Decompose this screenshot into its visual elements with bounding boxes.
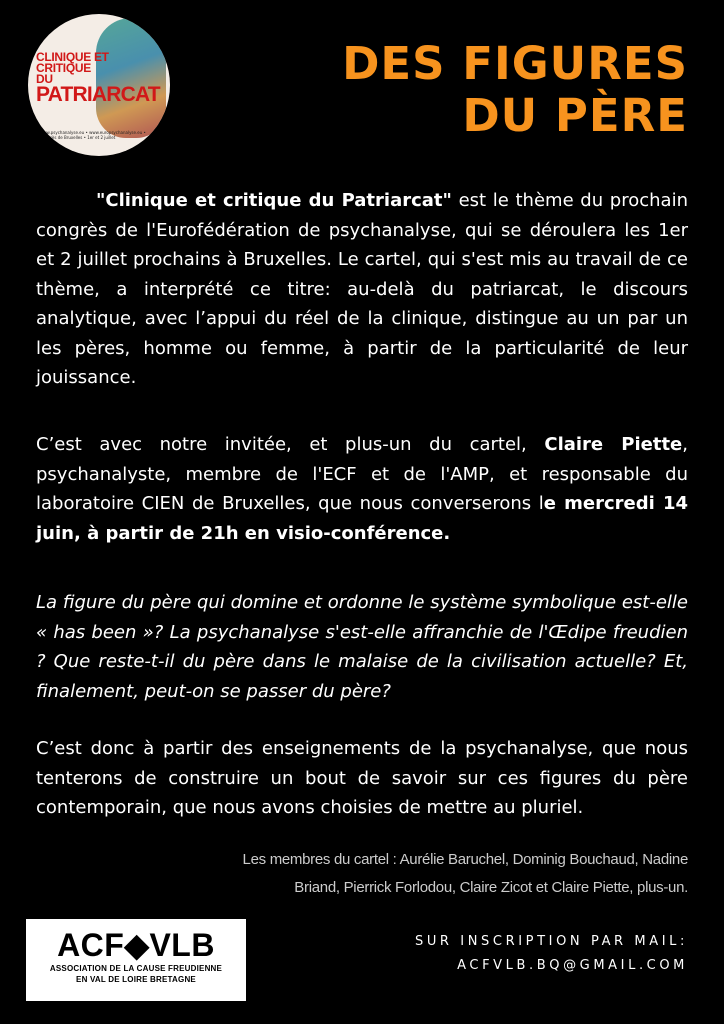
logo-line-4: PATRIARCAT [36, 83, 160, 106]
logo-line-2: CRITIQUE [36, 61, 91, 75]
cartel-members [168, 846, 688, 902]
inscription-info [415, 930, 688, 978]
paragraph-guest [36, 430, 688, 548]
paragraph-questions: La figure du père qui domine et ordonne le système symbolique est-elle « has been »? La psychanalyse s'est-elle affranchie de l'Œdipe freudien ? Que reste-t-il du père dans le malaise de la civilisation actuelle? Et, finalement, peut-on se passer du père? [36, 592, 688, 702]
acf-subtitle-1: ASSOCIATION DE LA CAUSE FREUDIENNE [49, 964, 223, 973]
acf-logo [26, 919, 246, 1001]
acf-subtitle-2: EN VAL DE LOIRE BRETAGNE [76, 975, 196, 984]
page-title [342, 38, 688, 142]
guest-name: Claire Piette [544, 434, 683, 455]
acf-name: ACF◆VLB [57, 927, 215, 963]
paragraph-intro [36, 186, 688, 393]
guest-text-2: , psychanalyste, membre de l'ECF et de l'AMP, et responsable du laboratoire CIEN de Bruxelles, que nous converserons l [36, 434, 688, 514]
logo-small-text: www.psychanalyse.eu • www.europsychanalyse.eu • Congrès de Bruxelles • 1er et 2 juillet [40, 130, 146, 140]
contact-email[interactable]: ACFVLB.BQ@GMAIL.COM [457, 958, 688, 973]
logo-line-1: CLINIQUE ET [36, 50, 109, 64]
logo-title [36, 50, 160, 106]
members-line-2: Briand, Pierrick Forlodou, Claire Zicot et Claire Piette, plus-un. [294, 879, 688, 896]
logo-line-3: DU [36, 72, 53, 86]
guest-text-1: C’est avec notre invitée, et plus-un du cartel, [36, 434, 545, 455]
paragraph-conclusion: C’est donc à partir des enseignements de la psychanalyse, que nous tenterons de construire un bout de savoir sur ces figures du père contemporain, que nous avons choisies de mettre au pluriel. [36, 738, 688, 818]
inscription-label: SUR INSCRIPTION PAR MAIL: [414, 934, 688, 949]
intro-text: est le thème du prochain congrès de l'Eurofédération de psychanalyse, qui se déroulera les 1er et 2 juillet prochains à Bruxelles. Le cartel, qui s'est mis au travail de ce thème, a interprété ce titre: au-delà du patriarcat, le discours analytique, avec l’appui du réel de la clinique, distingue au un par un les pères, homme ou femme, à partir de la particularité de leur jouissance. [36, 190, 688, 388]
title-line-1: DES FIGURES [342, 37, 688, 90]
event-date: e mercredi 14 juin, à partir de 21h en visio-conférence. [36, 493, 688, 544]
congress-theme: "Clinique et critique du Patriarcat" [96, 190, 452, 211]
title-line-2: DU PÈRE [462, 89, 688, 142]
members-line-1: Les membres du cartel : Aurélie Baruchel, Dominig Bouchaud, Nadine [242, 851, 688, 868]
congress-logo [28, 14, 170, 156]
